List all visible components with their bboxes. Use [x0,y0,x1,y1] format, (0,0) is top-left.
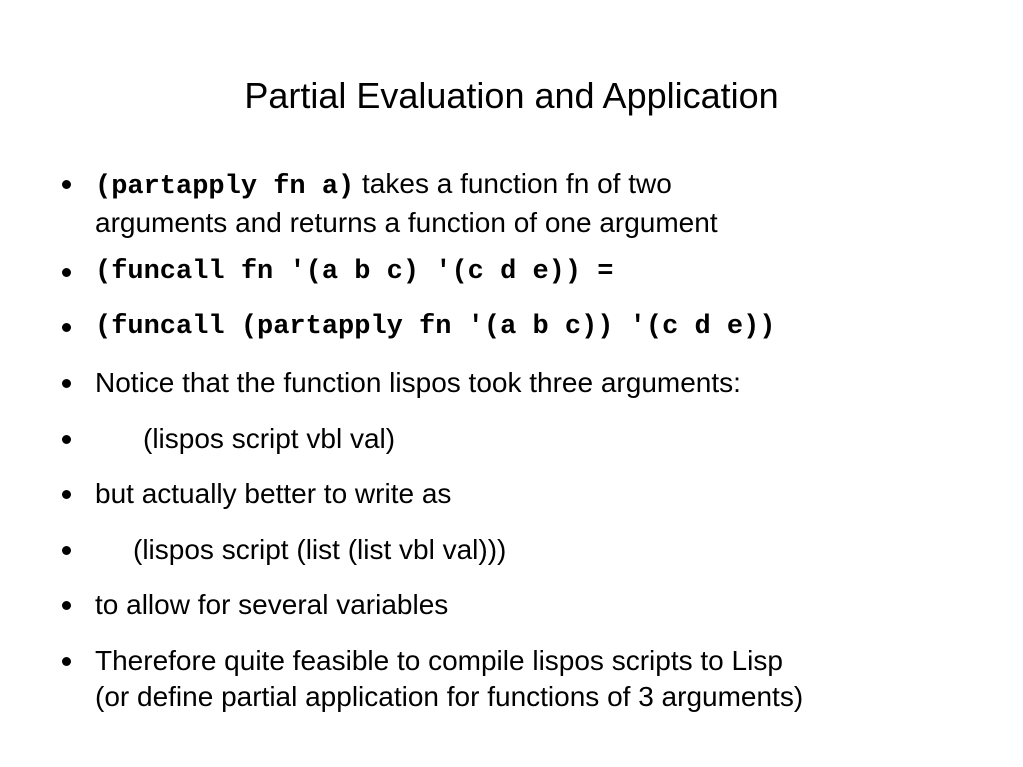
bullet-item [62,254,962,290]
bullet-text: takes a function fn of two [354,168,672,199]
code-snippet: (funcall fn '(a b c) '(c d e)) = [95,257,614,287]
bullet-dot-icon [62,490,71,499]
bullet-dot-icon [62,268,71,277]
bullet-text: but actually better to write as [95,478,452,509]
bullet-item [62,166,962,241]
bullet-text: (or define partial application for functions of 3 arguments) [95,681,804,712]
bullet-content [95,166,962,241]
bullet-item [62,309,962,345]
bullet-item [62,365,962,401]
bullet-dot-icon [62,435,71,444]
bullet-item [62,643,962,715]
bullet-content [95,532,962,568]
bullet-dot-icon [62,180,71,189]
bullet-text: (lispos script vbl val) [143,423,396,454]
bullet-dot-icon [62,323,71,332]
bullet-content [95,476,962,512]
bullet-dot-icon [62,546,71,555]
slide-title: Partial Evaluation and Application [244,75,779,116]
bullet-dot-icon [62,379,71,388]
bullet-content [95,643,962,715]
bullet-text: (lispos script (list (list vbl val))) [133,534,507,565]
bullet-text: to allow for several variables [95,589,449,620]
bullet-item [62,532,962,568]
bullet-text: arguments and returns a function of one argument [95,207,718,238]
code-snippet: (funcall (partapply fn '(a b c)) '(c d e)) [95,312,776,342]
bullet-item [62,587,962,623]
bullet-dot-icon [62,657,71,666]
bullet-text: Therefore quite feasible to compile lispos scripts to Lisp [95,645,783,676]
bullet-content [95,421,962,457]
bullet-text: Notice that the function lispos took three arguments: [95,367,741,398]
bullet-item [62,421,962,457]
bullet-content [95,254,962,290]
bullet-content [95,587,962,623]
bullet-line [95,166,962,205]
bullet-dot-icon [62,601,71,610]
bullet-content [95,365,962,401]
code-snippet: (partapply fn a) [95,172,355,202]
bullet-item [62,476,962,512]
bullet-content [95,309,962,345]
